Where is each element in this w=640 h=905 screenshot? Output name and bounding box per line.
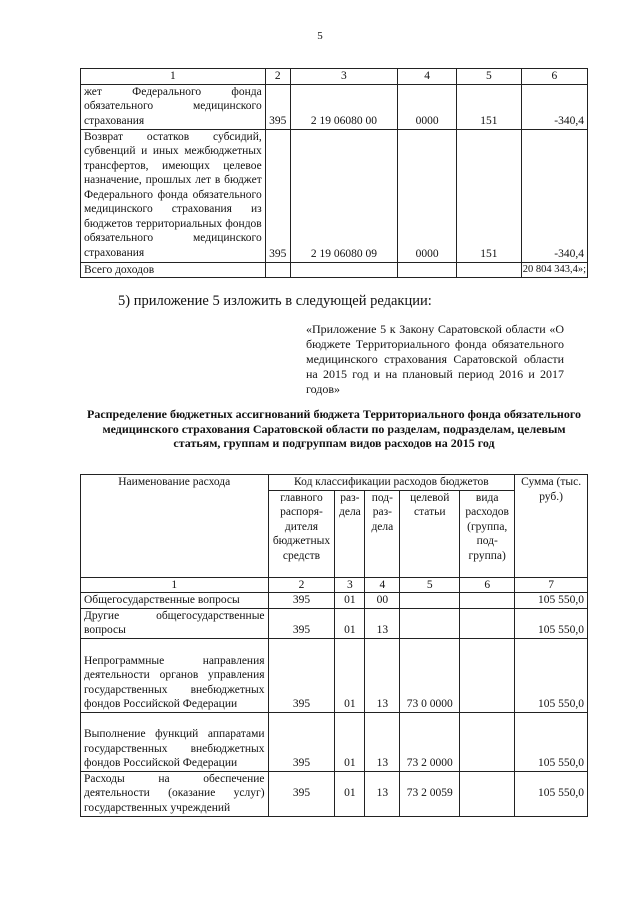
row-cell: 13 [365, 638, 400, 712]
row-cell: 395 [265, 129, 290, 262]
num-cell: 1 [81, 577, 269, 593]
row-cell: 395 [268, 593, 335, 609]
num-cell: 6 [460, 577, 515, 593]
table-header-row [81, 69, 588, 85]
num-cell: 5 [400, 577, 460, 593]
num-cell: 2 [268, 577, 335, 593]
row-cell: 395 [265, 84, 290, 129]
header-cell: 5 [457, 69, 522, 85]
expense-table [80, 474, 588, 817]
row-cell: 151 [457, 84, 522, 129]
row-name: Выполнение функций аппаратами государственных внебюджетных фондов Российской Федерации [81, 712, 269, 771]
total-row [81, 262, 588, 278]
header-sum: Сумма (тыс. руб.) [515, 475, 588, 578]
row-cell: 395 [268, 712, 335, 771]
header-name: Наименование расхода [81, 475, 269, 578]
row-cell: 151 [457, 129, 522, 262]
header-sub: главного распорядителя бюджетных средств [268, 490, 335, 577]
header-sub: вида расходов (группа, подгруппа) [460, 490, 515, 577]
table-row [81, 84, 588, 129]
row-name: Общегосударственные вопросы [81, 593, 269, 609]
header-cell: 3 [290, 69, 397, 85]
row-cell [400, 608, 460, 638]
header-cell: 1 [81, 69, 266, 85]
table-row [81, 608, 588, 638]
table-row [81, 771, 588, 816]
appendix-prelude: «Приложение 5 к Закону Саратовской области «О бюджете Территориального фонда обязательного медицинского страхования Саратовской области на 2015 год и на плановый период 2016 и 2017 годов» [306, 322, 564, 396]
row-cell: 395 [268, 608, 335, 638]
row-cell [460, 638, 515, 712]
row-cell [460, 771, 515, 816]
header-cell: 4 [398, 69, 457, 85]
row-cell: 01 [335, 638, 365, 712]
row-cell: 00 [365, 593, 400, 609]
header-sub: раздела [335, 490, 365, 577]
row-cell: 0000 [398, 84, 457, 129]
row-cell: 01 [335, 712, 365, 771]
revenue-table [80, 68, 588, 278]
header-cell: 2 [265, 69, 290, 85]
row-cell: -340,4 [521, 129, 587, 262]
header-code-group: Код классификации расходов бюджетов [268, 475, 515, 491]
total-label: Всего доходов [81, 262, 266, 278]
row-name: Другие общегосударственные вопросы [81, 608, 269, 638]
num-cell: 3 [335, 577, 365, 593]
row-cell: 01 [335, 608, 365, 638]
row-cell: 2 19 06080 00 [290, 84, 397, 129]
num-cell: 4 [365, 577, 400, 593]
row-cell: 73 2 0059 [400, 771, 460, 816]
num-cell: 7 [515, 577, 588, 593]
header-cell: 6 [521, 69, 587, 85]
row-cell: 395 [268, 771, 335, 816]
column-number-row [81, 577, 588, 593]
table-row [81, 712, 588, 771]
table-row [81, 593, 588, 609]
row-cell: -340,4 [521, 84, 587, 129]
row-cell: 01 [335, 593, 365, 609]
row-cell: 2 19 06080 09 [290, 129, 397, 262]
row-cell: 105 550,0 [515, 638, 588, 712]
table-header-row [81, 475, 588, 491]
section-title: Распределение бюджетных ассигнований бюджета Территориального фонда обязательного медицинского страхования Саратовской области по разделам, подразделам, целевым статьям, группам и подгруппам видов расходов на 2015 год [86, 407, 581, 450]
row-cell [460, 712, 515, 771]
row-cell: 73 0 0000 [400, 638, 460, 712]
row-cell: 105 550,0 [515, 771, 588, 816]
table-row [81, 638, 588, 712]
row-name: жет Федерального фонда обязательного медицинского страхования [81, 84, 266, 129]
row-cell: 105 550,0 [515, 608, 588, 638]
row-cell: 73 2 0000 [400, 712, 460, 771]
row-cell: 13 [365, 771, 400, 816]
header-sub: подраздела [365, 490, 400, 577]
row-cell [400, 593, 460, 609]
row-name: Расходы на обеспечение деятельности (оказание услуг) государственных учреждений [81, 771, 269, 816]
page-number: 5 [317, 30, 323, 42]
row-cell: 105 550,0 [515, 593, 588, 609]
row-cell: 0000 [398, 129, 457, 262]
row-name: Непрограммные направления деятельности органов управления государственных внебюджетных фондов Российской Федерации [81, 638, 269, 712]
row-cell: 01 [335, 771, 365, 816]
table-row [81, 129, 588, 262]
row-cell: 105 550,0 [515, 712, 588, 771]
row-cell [460, 608, 515, 638]
header-sub: целевой статьи [400, 490, 460, 577]
row-cell: 13 [365, 712, 400, 771]
row-cell [460, 593, 515, 609]
row-cell: 395 [268, 638, 335, 712]
total-value: 20 804 343,4»; [521, 262, 587, 278]
row-cell: 13 [365, 608, 400, 638]
instruction-text: 5) приложение 5 изложить в следующей редакции: [118, 293, 432, 309]
row-name: Возврат остатков субсидий, субвенций и иных межбюджетных трансфертов, имеющих целевое назначение, прошлых лет в бюджет Федерального фонда обязательного медицинского страхования из бюджетов территориальных фондов обязательного медицинского страхования [81, 129, 266, 262]
